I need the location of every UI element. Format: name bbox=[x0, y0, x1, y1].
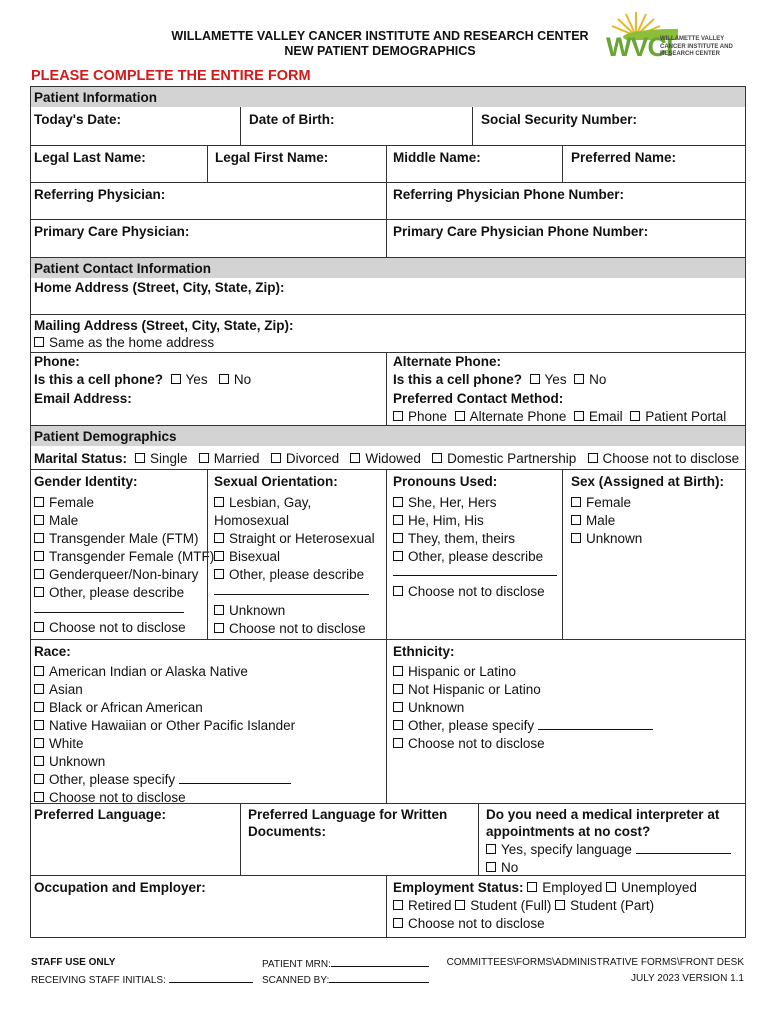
middle-name-field[interactable]: Middle Name: bbox=[393, 150, 481, 165]
marital-options: Single Married Divorced Widowed Domestic Partnership Choose not to disclose bbox=[135, 451, 739, 466]
home-address-field[interactable]: Home Address (Street, City, State, Zip): bbox=[34, 280, 285, 295]
checkbox-icon bbox=[34, 515, 44, 525]
demographics-form bbox=[30, 86, 746, 938]
checkbox-icon[interactable] bbox=[588, 453, 598, 463]
checkbox-icon bbox=[34, 774, 44, 784]
contact-method-options: Phone Alternate Phone Email Patient Portal bbox=[393, 409, 726, 424]
checkbox-icon bbox=[34, 720, 44, 730]
checkbox-icon[interactable] bbox=[199, 453, 209, 463]
dob-field[interactable]: Date of Birth: bbox=[249, 112, 335, 127]
checkbox-icon bbox=[34, 622, 44, 632]
row-race-ethnicity bbox=[31, 639, 745, 804]
alternate-phone-field[interactable]: Alternate Phone: bbox=[393, 354, 502, 369]
checkbox-icon bbox=[214, 623, 224, 633]
gender-identity-group: Gender Identity: Female Male Transgender Male (FTM) Transgender Female (MTF) Genderqueer/Non-binary Other, please describe Choose not to disclose bbox=[34, 474, 215, 635]
checkbox-icon bbox=[393, 497, 403, 507]
checkbox-icon bbox=[393, 533, 403, 543]
ssn-field[interactable]: Social Security Number: bbox=[481, 112, 638, 127]
checkbox-icon bbox=[34, 587, 44, 597]
marital-status-label: Marital Status: bbox=[34, 451, 128, 466]
preferred-contact-label: Preferred Contact Method: bbox=[393, 391, 564, 406]
alt-cell-phone-question: Is this a cell phone? Yes No bbox=[393, 372, 607, 387]
occupation-field[interactable]: Occupation and Employer: bbox=[34, 880, 206, 895]
same-as-home-option[interactable]: Same as the home address bbox=[34, 335, 214, 350]
row-names bbox=[31, 145, 745, 183]
describe-line[interactable] bbox=[34, 601, 184, 616]
checkbox-icon[interactable] bbox=[530, 374, 540, 384]
row-pcp bbox=[31, 219, 745, 258]
checkbox-icon[interactable] bbox=[574, 411, 584, 421]
interpreter-group: Do you need a medical interpreter at appointments at no cost? Yes, specify language No bbox=[478, 804, 479, 876]
checkbox-icon[interactable] bbox=[527, 882, 537, 892]
checkbox-icon bbox=[393, 515, 403, 525]
race-group: Race: American Indian or Alaska Native Asian Black or African American Native Hawaiian or Other Pacific Islander White Unknown Other, please specify Choose not to disclose bbox=[34, 644, 296, 805]
patient-mrn-field[interactable]: PATIENT MRN: bbox=[262, 957, 429, 970]
referring-physician-field[interactable]: Referring Physician: bbox=[34, 187, 166, 202]
preferred-language-field[interactable]: Preferred Language: bbox=[34, 807, 167, 822]
checkbox-icon[interactable] bbox=[393, 900, 403, 910]
pcp-field[interactable]: Primary Care Physician: bbox=[34, 224, 190, 239]
checkbox-icon bbox=[571, 533, 581, 543]
preferred-name-field[interactable]: Preferred Name: bbox=[571, 150, 677, 165]
row-marital bbox=[31, 445, 745, 469]
checkbox-icon bbox=[34, 666, 44, 676]
checkbox-icon bbox=[214, 551, 224, 561]
phone-field[interactable]: Phone: bbox=[34, 354, 80, 369]
row-identity bbox=[31, 469, 745, 640]
checkbox-icon bbox=[34, 738, 44, 748]
checkbox-icon bbox=[571, 515, 581, 525]
checkbox-icon bbox=[34, 702, 44, 712]
first-name-field[interactable]: Legal First Name: bbox=[215, 150, 329, 165]
checkbox-icon bbox=[214, 497, 224, 507]
form-title: NEW PATIENT DEMOGRAPHICS bbox=[284, 44, 476, 58]
checkbox-icon[interactable] bbox=[455, 411, 465, 421]
section-patient-information bbox=[31, 87, 745, 107]
instruction-text: PLEASE COMPLETE THE ENTIRE FORM bbox=[31, 68, 311, 84]
form-header bbox=[170, 29, 590, 59]
checkbox-icon bbox=[34, 551, 44, 561]
todays-date-field[interactable]: Today's Date: bbox=[34, 112, 121, 127]
checkbox-icon bbox=[34, 533, 44, 543]
form-version: JULY 2023 VERSION 1.1 bbox=[630, 973, 744, 984]
checkbox-icon bbox=[214, 569, 224, 579]
row-phones bbox=[31, 352, 745, 425]
mailing-address-field[interactable]: Mailing Address (Street, City, State, Zip): bbox=[34, 318, 294, 333]
checkbox-icon[interactable] bbox=[271, 453, 281, 463]
logo-subtitle: WILLAMETTE VALLEY CANCER INSTITUTE AND RESEARCH CENTER bbox=[660, 36, 733, 57]
checkbox-icon bbox=[486, 862, 496, 872]
email-field[interactable]: Email Address: bbox=[34, 391, 132, 406]
checkbox-icon bbox=[393, 702, 403, 712]
checkbox-icon[interactable] bbox=[574, 374, 584, 384]
wvci-logo bbox=[598, 10, 748, 70]
row-referring bbox=[31, 182, 745, 220]
ethnicity-group: Ethnicity: Hispanic or Latino Not Hispanic or Latino Unknown Other, please specify Choose not to disclose bbox=[386, 640, 746, 804]
staff-initials-field[interactable]: RECEIVING STAFF INITIALS: bbox=[31, 973, 253, 986]
checkbox-icon bbox=[393, 918, 403, 928]
checkbox-icon bbox=[393, 666, 403, 676]
row-mailing bbox=[31, 314, 745, 353]
checkbox-icon[interactable] bbox=[393, 411, 403, 421]
checkbox-icon bbox=[34, 497, 44, 507]
checkbox-icon[interactable] bbox=[350, 453, 360, 463]
row-home-address bbox=[31, 277, 745, 314]
checkbox-icon bbox=[486, 844, 496, 854]
checkbox-icon bbox=[393, 720, 403, 730]
section-title: Patient Contact Information bbox=[34, 261, 212, 276]
pcp-phone-field[interactable]: Primary Care Physician Phone Number: bbox=[393, 224, 649, 239]
checkbox-icon[interactable] bbox=[455, 900, 465, 910]
checkbox-icon bbox=[34, 684, 44, 694]
logo-text: WVCI bbox=[606, 32, 673, 62]
checkbox-icon[interactable] bbox=[171, 374, 181, 384]
checkbox-icon bbox=[393, 738, 403, 748]
sex-at-birth-group: Sex (Assigned at Birth): Female Male Unknown bbox=[562, 470, 746, 640]
staff-use-label: STAFF USE ONLY bbox=[31, 957, 116, 968]
checkbox-icon bbox=[214, 533, 224, 543]
section-title: Patient Information bbox=[34, 90, 158, 105]
checkbox-icon bbox=[34, 756, 44, 766]
checkbox-icon bbox=[34, 792, 44, 802]
row-language: Preferred Language: Preferred Language for Written Documents: Do you need a medical interpreter at appointments at no cost? Yes, specify language No bbox=[31, 803, 745, 876]
employment-group: Employment Status: Employed Unemployed Retired Student (Full) Student (Part) Choose not to disclose bbox=[386, 876, 387, 938]
checkbox-icon bbox=[571, 497, 581, 507]
scanned-by-field[interactable]: SCANNED BY: bbox=[262, 973, 429, 986]
describe-line[interactable] bbox=[214, 583, 369, 598]
row-employment bbox=[31, 875, 745, 938]
written-language-field[interactable]: Preferred Language for Written bbox=[248, 807, 448, 822]
checkbox-icon bbox=[393, 586, 403, 596]
form-path: COMMITTEES\FORMS\ADMINISTRATIVE FORMS\FRONT DESK bbox=[446, 957, 744, 968]
institute-name: WILLAMETTE VALLEY CANCER INSTITUTE AND RESEARCH CENTER bbox=[171, 29, 589, 43]
pronouns-group: Pronouns Used: She, Her, Hers He, Him, His They, them, theirs Other, please describe Choose not to disclose bbox=[386, 470, 563, 640]
checkbox-icon[interactable] bbox=[630, 411, 640, 421]
checkbox-icon bbox=[393, 551, 403, 561]
last-name-field[interactable]: Legal Last Name: bbox=[34, 150, 146, 165]
checkbox-icon bbox=[393, 684, 403, 694]
sexual-orientation-group: Sexual Orientation: Lesbian, Gay, Homosexual Straight or Heterosexual Bisexual Other, please describe Unknown Choose not to disclose bbox=[207, 470, 387, 640]
checkbox-icon bbox=[214, 605, 224, 615]
checkbox-icon[interactable] bbox=[219, 374, 229, 384]
section-title: Patient Demographics bbox=[34, 429, 177, 444]
section-contact-information bbox=[31, 257, 745, 278]
cell-phone-question: Is this a cell phone? Yes No bbox=[34, 372, 252, 387]
describe-line[interactable] bbox=[393, 564, 557, 579]
row-dates bbox=[31, 107, 745, 145]
checkbox-icon bbox=[34, 569, 44, 579]
checkbox-icon[interactable] bbox=[606, 882, 616, 892]
checkbox-icon[interactable] bbox=[34, 337, 44, 347]
referring-phone-field[interactable]: Referring Physician Phone Number: bbox=[393, 187, 625, 202]
section-patient-demographics bbox=[31, 425, 745, 446]
checkbox-icon[interactable] bbox=[135, 453, 145, 463]
checkbox-icon[interactable] bbox=[432, 453, 442, 463]
checkbox-icon[interactable] bbox=[555, 900, 565, 910]
